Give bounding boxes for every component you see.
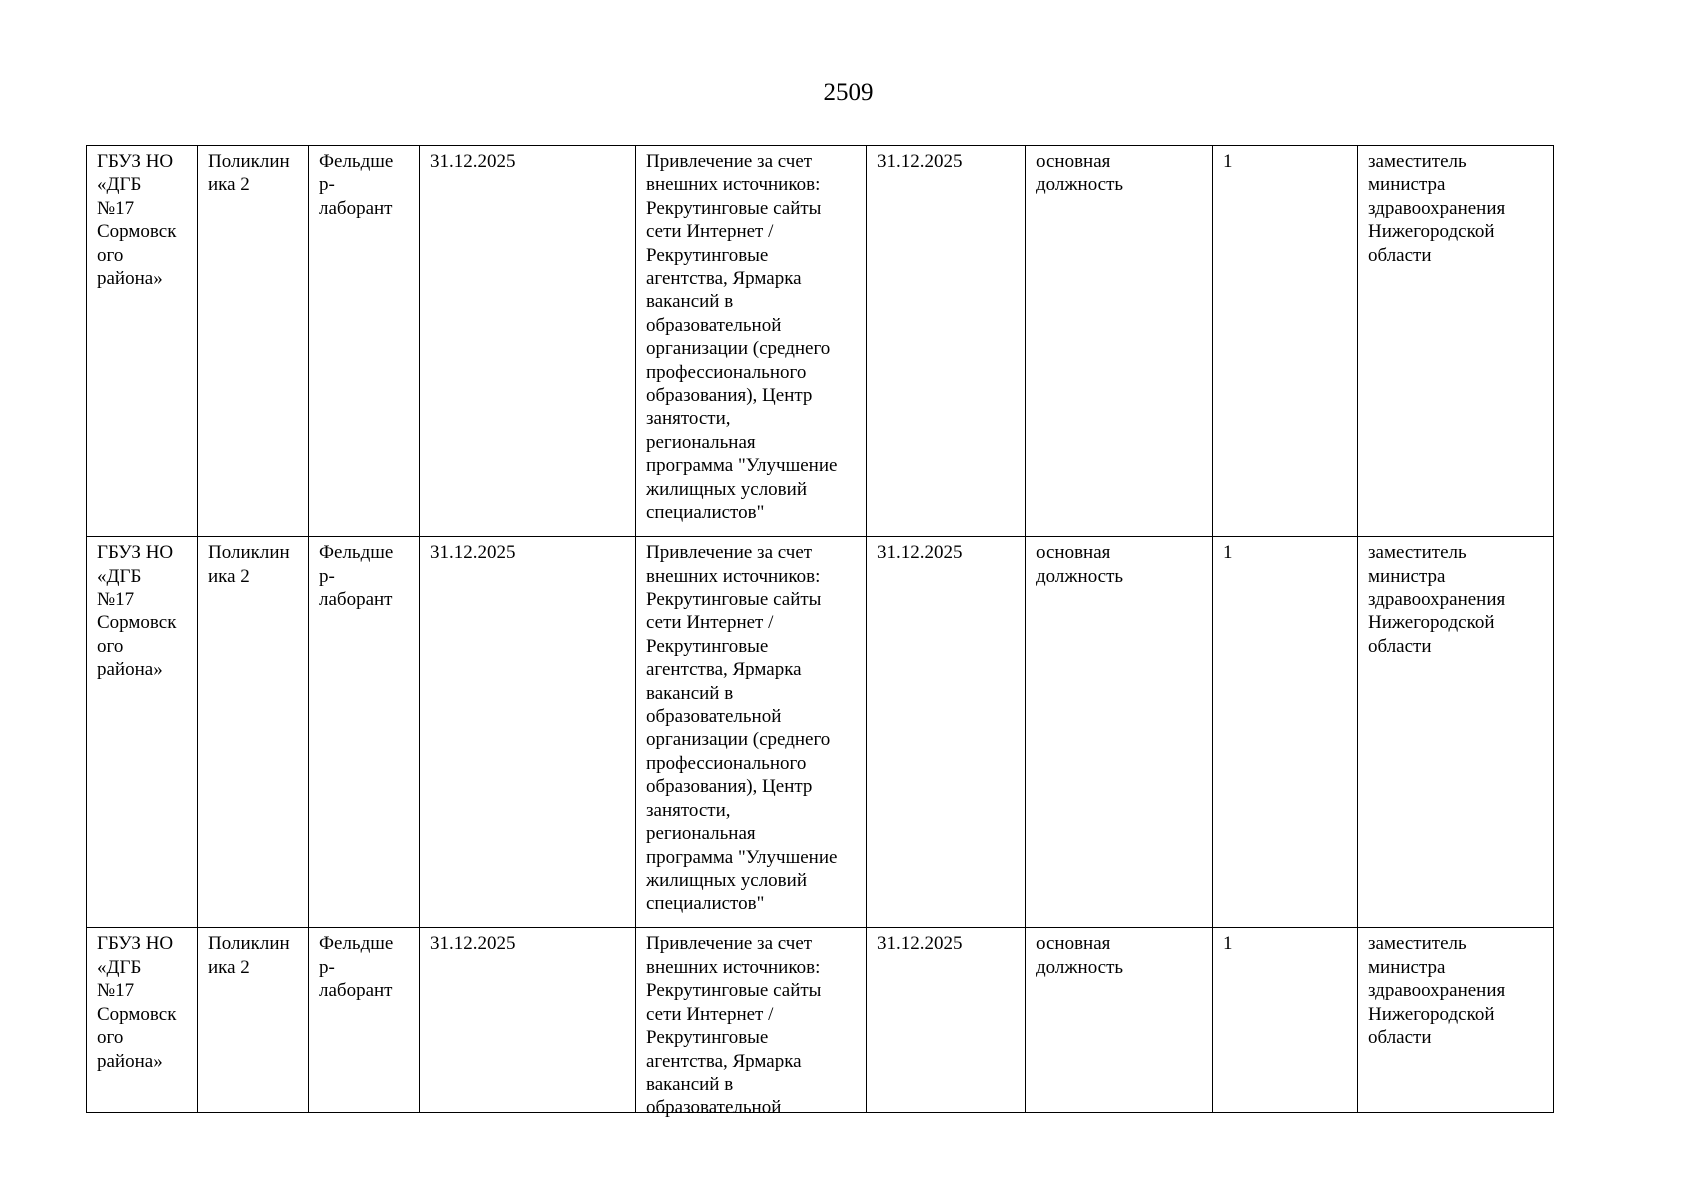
cell-measures: Привлечение за счет внешних источников: Рекрутинговые сайты сети Интернет / Рекрутинговые агентства, Ярмарка вакансий в образовательной организации (среднего профессионального образования), Центр занятости, региональная программа "Улучшение жилищных условий специалистов"	[636, 537, 867, 928]
cell-department: Поликлин ика 2	[198, 537, 309, 928]
cell-date-2: 31.12.2025	[867, 146, 1026, 537]
cell-position: Фельдше р- лаборант	[309, 537, 420, 928]
cell-organization: ГБУЗ НО «ДГБ №17 Сормовск ого района»	[87, 537, 198, 928]
cell-measures: Привлечение за счет внешних источников: Рекрутинговые сайты сети Интернет / Рекрутинговые агентства, Ярмарка вакансий в образовательной организации (среднего профессионального образования), Центр занятости, региональная программа "Улучшение жилищных условий специалистов"	[636, 146, 867, 537]
cell-responsible: заместитель министра здравоохранения Нижегородской области	[1358, 928, 1554, 1113]
cell-responsible: заместитель министра здравоохранения Нижегородской области	[1358, 146, 1554, 537]
cell-department: Поликлин ика 2	[198, 928, 309, 1113]
cell-count: 1	[1213, 537, 1358, 928]
table-row	[87, 146, 1554, 537]
cell-date-1: 31.12.2025	[420, 537, 636, 928]
page-number: 2509	[823, 79, 874, 106]
table-row	[87, 928, 1554, 1113]
cell-department: Поликлин ика 2	[198, 146, 309, 537]
cell-position-type: основная должность	[1026, 146, 1213, 537]
table-row	[87, 537, 1554, 928]
cell-date-1: 31.12.2025	[420, 928, 636, 1113]
cell-position-type: основная должность	[1026, 537, 1213, 928]
cell-count: 1	[1213, 928, 1358, 1113]
cell-position: Фельдше р- лаборант	[309, 146, 420, 537]
cell-date-1: 31.12.2025	[420, 146, 636, 537]
cell-date-2: 31.12.2025	[867, 928, 1026, 1113]
data-table	[86, 145, 1554, 1119]
cell-position: Фельдше р- лаборант	[309, 928, 420, 1113]
cell-organization: ГБУЗ НО «ДГБ №17 Сормовск ого района»	[87, 928, 198, 1113]
cell-count: 1	[1213, 146, 1358, 537]
cell-organization: ГБУЗ НО «ДГБ №17 Сормовск ого района»	[87, 146, 198, 537]
cell-responsible: заместитель министра здравоохранения Нижегородской области	[1358, 537, 1554, 928]
cell-date-2: 31.12.2025	[867, 537, 1026, 928]
cell-position-type: основная должность	[1026, 928, 1213, 1113]
cell-measures: Привлечение за счет внешних источников: Рекрутинговые сайты сети Интернет / Рекрутинговые агентства, Ярмарка вакансий в образовательной	[636, 928, 867, 1113]
